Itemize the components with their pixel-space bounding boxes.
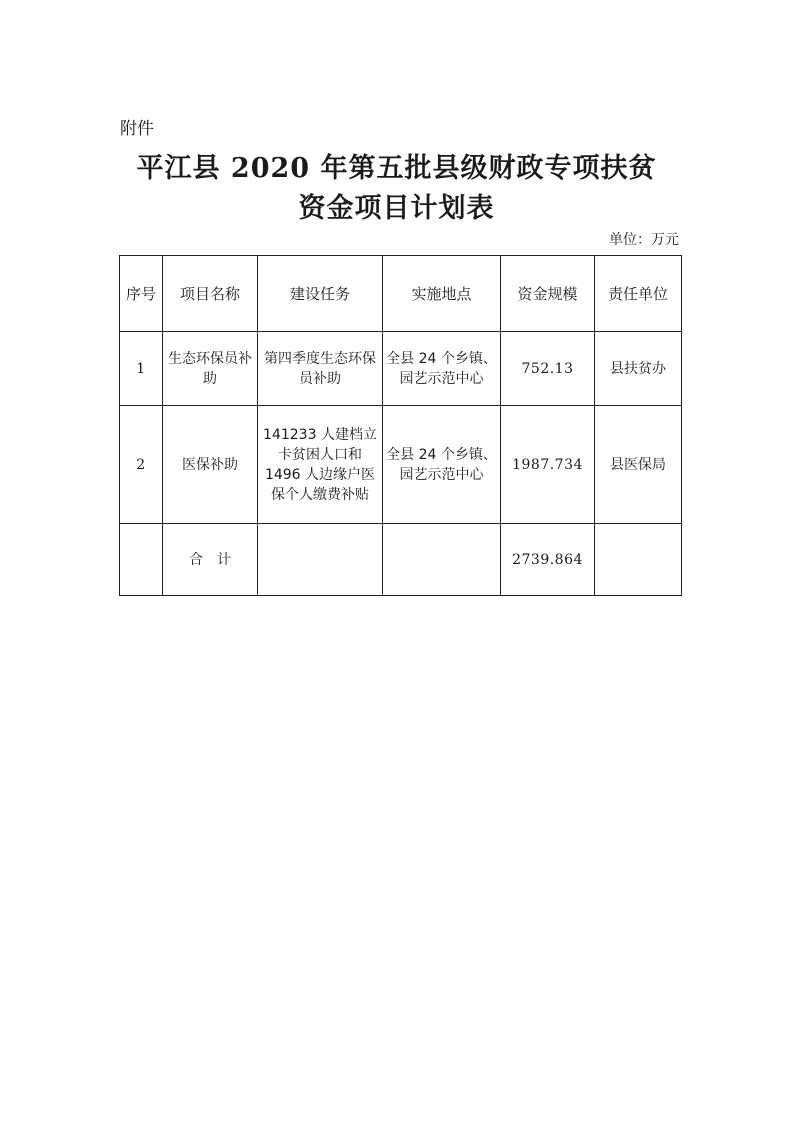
row-location: 全县 24 个乡镇、园艺示范中心 [383, 332, 501, 406]
total-location-empty [383, 524, 501, 596]
table-total-row [120, 524, 682, 596]
row-task: 第四季度生态环保员补助 [258, 332, 383, 406]
total-task-empty [258, 524, 383, 596]
document-title-line2: 资金项目计划表 [298, 193, 495, 224]
row-unit: 县医保局 [595, 406, 682, 524]
fund-plan-table [119, 255, 682, 596]
header-name: 项目名称 [163, 256, 258, 332]
row-location: 全县 24 个乡镇、园艺示范中心 [383, 406, 501, 524]
row-name: 生态环保员补助 [163, 332, 258, 406]
table-row [120, 332, 682, 406]
document-title-line1: 平江县 2020 年第五批县级财政专项扶贫 [136, 153, 657, 184]
header-task: 建设任务 [258, 256, 383, 332]
header-amount: 资金规模 [501, 256, 595, 332]
row-name: 医保补助 [163, 406, 258, 524]
row-task: 141233 人建档立卡贫困人口和 1496 人边缘户医保个人缴费补贴 [258, 406, 383, 524]
total-label: 合 计 [163, 524, 258, 596]
unit-label: 单位：万元 [609, 232, 679, 248]
total-no-empty [120, 524, 163, 596]
row-amount: 1987.734 [501, 406, 595, 524]
row-no: 1 [120, 332, 163, 406]
header-unit: 责任单位 [595, 256, 682, 332]
total-amount: 2739.864 [501, 524, 595, 596]
table-header-row [120, 256, 682, 332]
row-amount: 752.13 [501, 332, 595, 406]
header-location: 实施地点 [383, 256, 501, 332]
row-no: 2 [120, 406, 163, 524]
table-row [120, 406, 682, 524]
total-unit-empty [595, 524, 682, 596]
row-unit: 县扶贫办 [595, 332, 682, 406]
attachment-label: 附件 [120, 119, 154, 139]
header-no: 序号 [120, 256, 163, 332]
